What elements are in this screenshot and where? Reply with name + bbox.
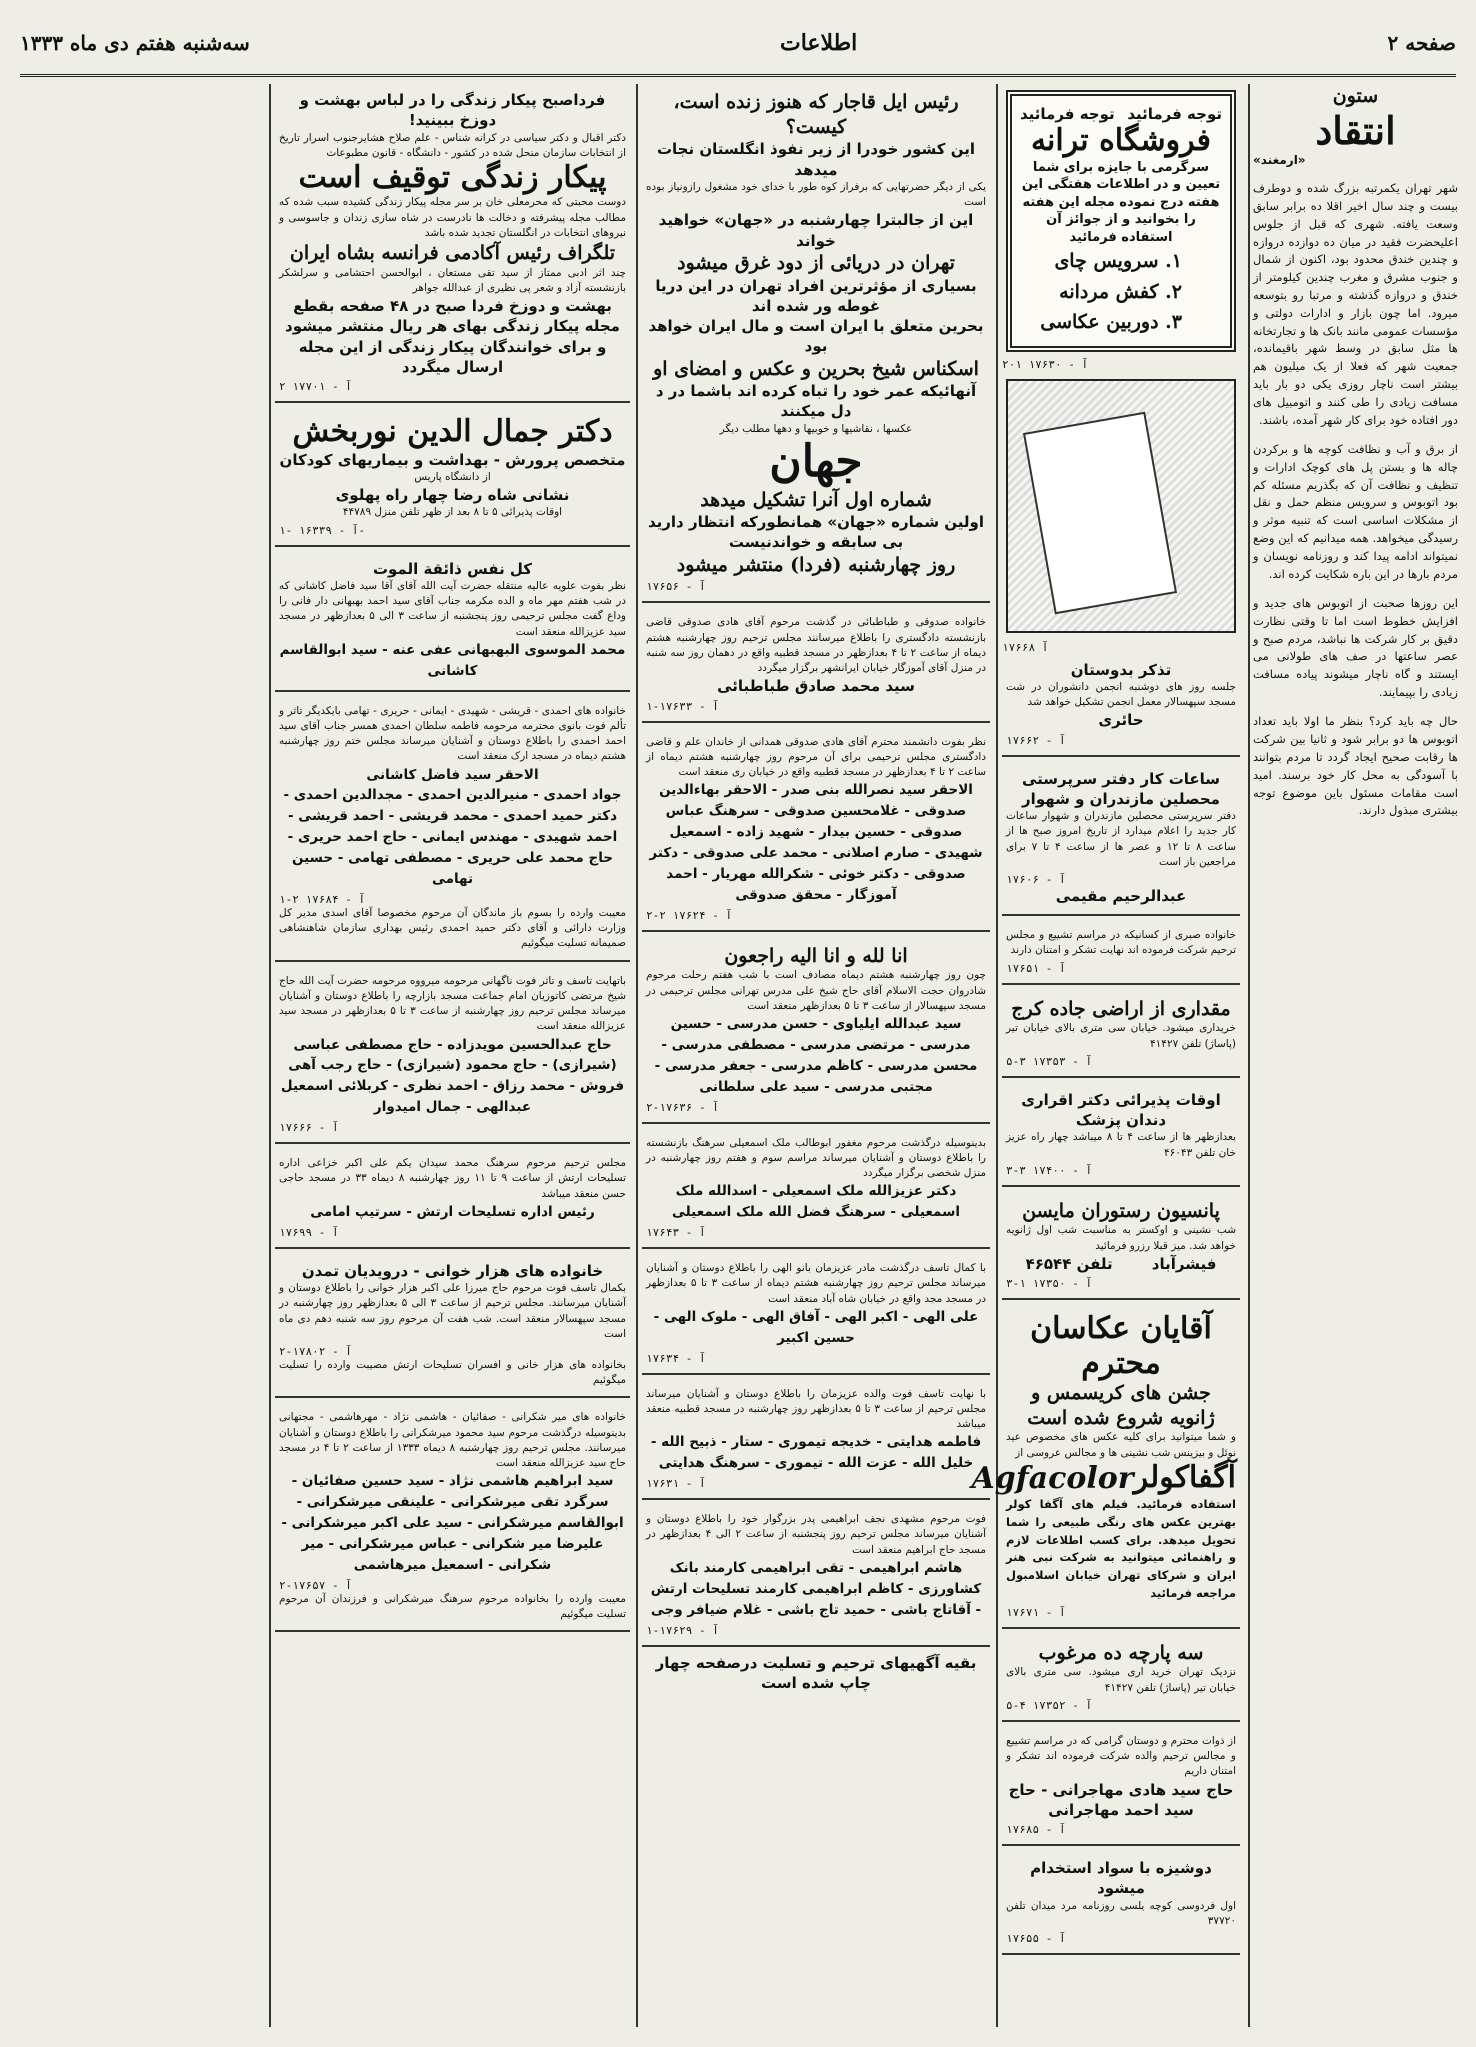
notice-names: سید عبدالله ایلیاوی - حسن مدرسی - حسین مدرسی - مرتضی مدرسی - مصطفی مدرسی - محسن مدرسی - کاظم مدرسی - جعفر مدرسی - مجتبی مدرسی - سید علی سلطانی bbox=[654, 1016, 978, 1095]
notice-block bbox=[1002, 991, 1240, 1078]
notice-block bbox=[275, 1255, 630, 1399]
notice-head: کل نفس ذائقة الموت bbox=[372, 559, 533, 578]
notice-head: سه پارچه ده مرغوب bbox=[1038, 1641, 1204, 1664]
store-title: فروشگاه ترانه bbox=[1030, 123, 1212, 159]
headline: فرداصبح پیکار زندگی را در لباس بهشت و دوزخ ببینید! bbox=[299, 91, 606, 130]
column-critique bbox=[1253, 84, 1458, 2027]
notice-text: خانواده صدوقی و طباطبائی در گذشت مرحوم آقای هادی صدوقی قاضی بازنشسته دادگستری را باطلاع میرسانند مجلس ترحیم روز چهارشنبه هشتم دیماه از ساعت ۲ تا ۴ بعدازظهر در مسجد قطبیه واقع در دهمان روز سه شنبه در منزل آقای آموزگار خیابان ایرانشهر برگزار میگردد bbox=[646, 616, 986, 675]
headline: شماره اول آنرا تشکیل میدهد bbox=[700, 488, 932, 511]
subhead: بحرین متعلق با ایران است و مال ایران خواهد بود bbox=[648, 317, 984, 356]
critique-paragraph: این روزها صحبت از اتوبوس های جدید و افزایش خطوط است اما تا وقتی نظارت دقیق بر کار شرکت ها نباشد، مردم صبح و عصر ساعتها در صف های طولانی می ایستند و گاه ناچار میشوند پیاده مسافت زیادی را بپیمایند. bbox=[1253, 595, 1458, 699]
headline: پیکار زندگی توقیف است bbox=[298, 159, 607, 195]
notice-block bbox=[642, 938, 990, 1124]
doctor-hours: اوقات پذیرائی ۵ تا ۸ بعد از ظهر تلفن منزل ۴۴۷۸۹ bbox=[342, 506, 563, 519]
notice-name: حائری bbox=[1098, 711, 1144, 730]
notice-text: معیبت وارده را بخانواده مرحوم سرهنگ میرشکرانی و فرزندان آن مرحوم تسلیت میگوئیم bbox=[279, 1592, 626, 1621]
notice-block bbox=[642, 1381, 990, 1501]
store-kicker: توجه فرمائید bbox=[1127, 105, 1222, 123]
illustration bbox=[1006, 379, 1236, 633]
notice-names: هاشم ابراهیمی - تقی ابراهیمی کارمند بانک کشاورزی - کاظم ابراهیمی کارمند تسلیحات ارتش - آقاتاج باشی - حمید تاج باشی - غلام ضیافر وجی bbox=[650, 1559, 982, 1618]
ad-code: آ - ۱۷۶۵۵ bbox=[1006, 1932, 1066, 1945]
ad-code: آ - ۱۷۷۰۱ ۲ bbox=[279, 380, 352, 394]
column-rule bbox=[269, 84, 271, 2027]
column-jahan bbox=[642, 84, 990, 2027]
notice-block bbox=[275, 1404, 630, 1632]
headline: اسکناس شیخ بحرین و عکس و امضای او bbox=[653, 357, 979, 380]
column-rule bbox=[1248, 84, 1250, 2027]
notice-name: عبدالرحیم مقیمی bbox=[1055, 886, 1187, 905]
notice-block bbox=[1002, 654, 1240, 757]
doctor-specialty: متخصص پرورش - بهداشت و بیماریهای کودکان bbox=[279, 450, 626, 469]
notice-head: تذکر بدوستان bbox=[1070, 660, 1172, 679]
notice-text: باتهایت تاسف و تاثر فوت ناگهانی مرحومه میرووه مرحومه حضرت آیت الله حاج شیخ مرتضی کاتوزیان امام جماعت مسجد بازارچه را باطلاع دوستان و آشنایان میرساند مجلس ترحیم روز چهارشنبه از ساعت ۳ تا ۵ بعدازظهر در مسجد سید عزیزالله منعقد است bbox=[279, 974, 626, 1033]
notice-block bbox=[642, 729, 990, 932]
column-rule bbox=[996, 84, 998, 2027]
critique-paragraph: از برق و آب و نظافت کوچه ها و برکردن چاله ها و بستن پل های کوچک ادارات و تنظیف و نظافت آن که بگذریم مسئله کم بود اتوبوس و سرویس منظم حمل و نقل از مشکلات اساسی است که تنبیه موثر و رسیدگی میخواهد. همه میدانیم که این وضع نمیتواند ادامه پیدا کند و روزنامه نویسان و مردم بارها در این باره شکایت کرده اند. bbox=[1253, 441, 1458, 581]
notice-names: حاج عبدالحسین مویدزاده - حاج مصطفی عباسی (شیرازی) - حاج محمود (شیرازی) - حاج رجب آهی فروش - محمد رزاق - احمد نظری - کربلائی اسمعیل عبدالهی - جمال امیدوار bbox=[280, 1036, 625, 1116]
notice-text: خانواده صبری از کسانیکه در مراسم تشییع و مجلس ترحیم شرکت فرموده اند نهایت تشکر و امتنان دارند bbox=[1006, 929, 1236, 957]
notice-text: بخانواده های هزار خانی و افسران تسلیحات ارتش مصیبت وارده را تسلیت میگوئیم bbox=[279, 1358, 626, 1387]
ad-code: آ - ۱۷۶۲۹-۱ bbox=[646, 1623, 719, 1637]
subhead: بهشت و دوزخ فردا صبح در ۴۸ صفحه بقطع مجله پیکار زندگی بهای هر ریال منتشر میشود و برای خوانندگان پیکار زندگی از این مجله ارسال میگردد bbox=[285, 297, 620, 376]
notice-block bbox=[1002, 1193, 1240, 1300]
subhead: بسیاری از مؤثرترین افراد تهران در این دریا غوطه ور شده اند bbox=[655, 276, 977, 315]
text: یکی از دیگر حضرتهایی که برفراز کوه طور با خدای خود مشغول رازونیاز بوده است bbox=[646, 180, 986, 209]
notice-text: بکمال تاسف فوت مرحوم حاج میرزا علی اکبر هزار خوانی را باطلاع دوستان و آشنایان میرسانند. مجلس ترحیم از ساعت ۳ الی ۵ بعدازظهر روز چهارشنبه در مسجد سپهسالار منعقد است. شب هفت آن مرحوم روز سه شنبه دهم دی ماه است bbox=[279, 1282, 627, 1340]
headline: روز چهارشنبه (فردا) منتشر میشود bbox=[676, 553, 956, 576]
text: چند اثر ادبی ممتاز از سید تقی مستعان ، ابوالحسن احتشامی و سرلشکر بازنشسته آزاد و شعر پی نظیری از عبدالله جواهر bbox=[279, 266, 626, 294]
notice-head: دوشیزه با سواد استخدام میشود bbox=[1030, 1859, 1212, 1898]
column-ads bbox=[971, 84, 1240, 2027]
notice-block bbox=[1002, 1635, 1240, 1722]
ad-code: آ - ۱۷۶۳۱ bbox=[646, 1477, 706, 1491]
paper-name: اطلاعات bbox=[779, 30, 858, 56]
ad-code: آ - ۱۷۳۵۰ ۱-۳ bbox=[1006, 1277, 1093, 1291]
text: دوست محبتی که محرمعلی خان بر سر مجله پیکار زندگی کشیده سبب شده که مطالب مجله پیشرفته و دخالت ها نادرست در شاه سازی زندان و جاسوسی و نیروهای انتخابات در انگلستان تجدید شده باشد bbox=[279, 196, 626, 239]
ad-code: آ - ۱۷۴۰۰ ۳-۳ bbox=[1006, 1163, 1093, 1177]
doctor-school: از دانشگاه پاریس bbox=[414, 470, 491, 483]
critique-title-small: ستون bbox=[1332, 85, 1379, 107]
column-notices bbox=[275, 84, 630, 2027]
critique-paragraph: شهر تهران یکمرتبه بزرگ شده و دوطرف بیست و چند سال اخیر اقلا ده برابر سابق وسعت یافته. شهری که قبل از جلوس اعلیحضرت فقید در میان ده دوازده دروازه و چندین خندق محدود بود، اکنون از شمال و جنوب مشرق و مغرب چندین کیلومتر از خندق و دروازه گذشته و مرتبا رو بتوسعه میرود. اما چون بازار و ادارات دولتی و مؤسسات عمومی مانند بانک ها و تجارتخانه ها مثل سابق در وسط شهر باقیمانده، جمعیت شهر که فعلا از یک میلیون هم بیشتر است ناچار روزی یکی دو بار باید مسافت زیادی را طی کنند و اتومبیل های دور افتاده خود برای کار شهر آمده، باشند. bbox=[1253, 181, 1458, 427]
notice-place: فیشرآباد bbox=[1151, 1254, 1217, 1273]
notice-block bbox=[1002, 1852, 1240, 1955]
notice-block bbox=[1002, 922, 1240, 984]
ad-code: آ - ۱۷۶۵۱ bbox=[1006, 961, 1066, 975]
photo-text: و شما میتوانید برای کلیه عکس های مخصوص عید نوئل و بیزینس شب نشینی ها و مجالس عروسی از bbox=[1006, 1431, 1236, 1459]
notice-name: حاج سید هادی مهاجرانی - حاج سید احمد مهاجرانی bbox=[1008, 1780, 1234, 1819]
notice-block bbox=[1002, 763, 1240, 917]
notice-head: خانواده های هزار خوانی - درویدیان تمدن bbox=[301, 1261, 604, 1280]
notice-names: دکتر عزیزالله ملک اسمعیلی - اسدالله ملک اسمعیلی - سرهنگ فضل الله ملک اسمعیلی bbox=[672, 1183, 960, 1221]
photo-ad bbox=[971, 1306, 1240, 1629]
notice-head: مقداری از اراضی جاده کرج bbox=[1011, 997, 1231, 1020]
doctor-address: نشانی شاه رضا چهار راه پهلوی bbox=[335, 486, 570, 505]
notice-block bbox=[275, 968, 630, 1145]
column-rule bbox=[636, 84, 638, 2027]
photo-head: آقایان عکاسان محترم bbox=[1030, 1311, 1212, 1381]
ad-code: آ - ۱۷۶۷۱ bbox=[1006, 1605, 1066, 1619]
notice-names: الاحقر سید فاضل کاشانی bbox=[366, 766, 539, 783]
notice-text: نظر بفوت علویه عالیه منتقله حضرت آیت الله آقای آقا سید فاضل کاشانی که در شب هفتم مهر ماه و الده مکرمه جناب آقای سید احمد بهبهانی دار فانی را وداع گفت مجلس ترحیمی روز پنجشنبه از ساعت ۳ الی ۵ بعدازظهر در مسجد سید عزیزالله منعقد است bbox=[279, 579, 626, 638]
photo-sub: جشن های کریسمس و ژانویه شروع شده است bbox=[1027, 1382, 1215, 1429]
notice-text: جلسه روز های دوشنبه انجمن دانشوران در شت مسجد سپهسالار معمل انجمن تشکیل خواهد شد bbox=[1006, 680, 1236, 709]
ad-code: آ - ۱۷۳۵۲ ۴-۵ bbox=[1006, 1698, 1093, 1712]
store-kicker: توجه فرمائید bbox=[1020, 105, 1115, 123]
critique-paragraph: حال چه باید کرد؟ بنظر ما اولا باید تعداد اتوبوس ها دو برابر شود و ثانیا بین شرکت ها رقابت صحیح ایجاد گردد تا مردم بتوانند با آسودگی به محل کار خود برسند. امید است مقامات مسئول باین موضوع توجه بیشتری مبذول دارند. bbox=[1253, 714, 1458, 818]
notice-names: جواد احمدی - منیرالدین احمدی - مجدالدین احمدی - دکتر حمید احمدی - محمد قریشی - احمد قریشی - احمد شهیدی - مهندس ایمانی - حاج احمد حریری - حاج محمد علی حریری - مصطفی تهامی - حسین تهامی bbox=[283, 787, 622, 888]
footer-note: بقیه آگهیهای ترحیم و تسلیت درصفحه چهار چاپ شده است bbox=[655, 1653, 977, 1692]
notice-head: اوقات پذیرائی دکتر اقراری دندان پزشک bbox=[1021, 1090, 1221, 1130]
notice-block bbox=[642, 1130, 990, 1250]
notice-phone: تلفن ۴۶۵۴۴ bbox=[1025, 1254, 1113, 1273]
notice-text: از ذوات محترم و دوستان گرامی که در مراسم تشییع و مجالس ترحیم والده شرکت فرموده اند تشکر و امتنان داریم bbox=[1006, 1734, 1236, 1778]
critique-byline: «ارمغند» bbox=[1253, 153, 1306, 168]
notice-names: محمد الموسوی البهبهانی عفی عنه - سید ابوالقاسم کاشانی bbox=[279, 641, 626, 679]
jahan-ad bbox=[642, 84, 990, 603]
notice-text: خانواده های احمدی - قریشی - شهیدی - ایمانی - حریری - تهامی بایکدیگر تاثر و تألم فوت بانوی محترمه مرحومه فاطمه سلطان احمدی همسر جناب آقای سید احمد احمدی را باطلاع دوستان و آشنایان میرساند مجلس ختم روز چهارشنبه هشتم دیماه در مسجد ارک منعقد است bbox=[279, 704, 626, 763]
ad-code: آ - ۱۷۶۰۶ bbox=[1006, 872, 1066, 886]
notice-names: رئیس اداره تسلیحات ارتش - سرتیپ امامی bbox=[310, 1203, 595, 1220]
page-number: صفحه ۲ bbox=[1387, 31, 1456, 55]
notice-block bbox=[642, 609, 990, 722]
prize-list bbox=[1020, 246, 1222, 337]
subhead: اولین شماره «جهان» همانطورکه انتظار دارید بی سابقه و خواندنیست bbox=[647, 513, 985, 552]
ad-code: آ - ۱۷۶۶۶ bbox=[279, 1121, 339, 1135]
notice-text: خریداری میشود. خیابان سی متری بالای خیابان تیر (پاساژ) تلفن ۴۱۴۲۷ bbox=[1006, 1022, 1236, 1050]
ad-code: آ - ۱۷۶۳۰ ۲۰۱ bbox=[1002, 357, 1089, 371]
notice-name: سید محمد صادق طباطبائی bbox=[717, 677, 915, 696]
notice-text: اول فردوسی کوچه یلسی روزنامه مرد میدان تلفن ۳۷۷۲۰ bbox=[1006, 1899, 1236, 1927]
headline: رئیس ایل قاجار که هنوز زنده است، کیست؟ bbox=[673, 91, 959, 138]
critique-title: انتقاد bbox=[1315, 107, 1396, 153]
notice-text: با نهایت تاسف فوت والده عزیزمان را باطلاع دوستان و آشنایان میرساند مجلس ترحیم از ساعت ۳ تا ۵ بعدازظهر روز چهارشنبه در مسجد قطبیه منعقد میباشد bbox=[646, 1387, 986, 1431]
notice-text: نزدیک تهران خرید اری میشود. سی متری بالای خیابان تیر (پاساژ) تلفن ۴۱۴۲۷ bbox=[1006, 1666, 1236, 1694]
page-header bbox=[20, 12, 1456, 77]
prize-item: ۱. سرویس چای bbox=[1054, 250, 1182, 273]
notice-block bbox=[275, 698, 630, 962]
ad-code: آ - ۱۷۶۵۷-۲ bbox=[279, 1578, 352, 1592]
notice-text: مجلس ترحیم مرحوم سرهنگ محمد سیدان یکم علی اکبر خزاعی اداره تسلیحات ارتش از ساعت ۹ تا ۱۱ روز چهارشنبه ۸ دیماه ۳۳ در مسجد حاجی حسن منعقد میباشد bbox=[279, 1157, 627, 1200]
ad-code: آ - ۱۷۶۸۵ bbox=[1006, 1823, 1066, 1837]
ad-code: آ - ۱۷۶۳۶-۲ bbox=[646, 1100, 719, 1114]
ad-code: آ - ۱۷۶۴۳ bbox=[646, 1226, 706, 1240]
notice-text: معیبت وارده را بسوم باز ماندگان آن مرحوم مخصوصا آقای اسدی مدیر کل وزارت دارائی و آقای دکتر حمید احمدی رئیس بهداری سازمان شاهنشاهی صمیمانه تسلیت میگوئیم bbox=[279, 907, 626, 950]
notice-text: بعدازظهر ها از ساعت ۴ تا ۸ میباشد چهار راه عزیز خان تلفن ۴۶۰۴۳ bbox=[1006, 1131, 1237, 1159]
headline: تلگراف رئیس آکادمی فرانسه بشاه ایران bbox=[289, 242, 616, 265]
notice-head: پانسیون رستوران مایسن bbox=[1022, 1199, 1220, 1222]
notice-names: علی الهی - اکبر الهی - آفاق الهی - ملوک الهی - حسین اکبیر bbox=[653, 1308, 979, 1346]
ad-code: آ - ۱۷۶۸۴ ۲-۱ bbox=[279, 893, 366, 907]
ad-code: آ - ۱۷۶۳۳-۱ bbox=[646, 699, 719, 713]
ad-code: آ - ۱۷۶۳۴ bbox=[646, 1351, 706, 1365]
ad-code: آ - ۱۷۶۶۲ bbox=[1006, 733, 1066, 747]
notice-block bbox=[1002, 1728, 1240, 1846]
notice-text: نظر بفوت دانشمند محترم آقای هادی صدوقی همدانی از خاندان علم و قاضی دادگستری مجلس ترحیمی برای آن مرحوم روز چهارشنبه هشتم دیماه از ساعت ۲ تا ۴ بعدازظهر در مسجد قطبیه واقع در خیابان ری منعقد است bbox=[646, 735, 986, 778]
prize-item: ۲. کفش مردانه bbox=[1059, 280, 1182, 303]
subhead: این کشور خودرا از زیر نفوذ انگلستان نجات میدهد bbox=[656, 140, 976, 179]
notice-text: بدینوسیله درگذشت مرحوم مغفور ابوطالب ملک اسمعیلی سرهنگ بازنشسته را باطلاع دوستان و آشنایان میرساند مراسم سوم و هفتم روز چهارشنبه در منزل شخصی برگزار میگردد bbox=[646, 1136, 986, 1180]
ad-code: آ - ۱۷۳۵۳ ۳-۵ bbox=[1006, 1054, 1093, 1068]
notice-names: الاحقر سید نصرالله بنی صدر - الاحقر بهاءالدین صدوقی - غلامحسین صدوقی - سرهنگ عباس صدوقی - حسین بیدار - شهید زاده - اسمعیل شهیدی - صارم اصلانی - محمد علی صدوقی - دکتر صدوقی - دکتر خوئی - شکرالله مهریار - احمد آموزگار - محقق صدوقی bbox=[649, 782, 983, 903]
store-text: سرگرمی با جایزه برای شما تعیین و در اطلاعات هفتگی این هفته درج نموده مجله این هفته را بخوانید و از جوائز آن استفاده فرمائید bbox=[1021, 159, 1221, 245]
notice-text: شب نشینی و اوکستر به مناسبت شب اول ژانویه خواهد شد. میز قبلا رزرو فرمائید bbox=[1006, 1224, 1236, 1252]
issue-date: سه‌شنبه هفتم دی ماه ۱۳۳۳ bbox=[20, 31, 250, 55]
store-ad bbox=[1006, 90, 1236, 352]
magazine-ad bbox=[275, 84, 630, 403]
notice-block bbox=[275, 553, 630, 692]
notice-text: با کمال تاسف درگذشت مادر عزیزمان بانو الهی را باطلاع دوستان و آشنایان میرساند مجلس ترحیم روز چهارشنبه هشتم دیماه از ساعت ۳ تا ۵ بعدازظهر در مسجد مجد واقع در خیابان شاه آباد منعقد است bbox=[646, 1262, 986, 1305]
text: دکتر اقبال و دکتر سیاسی در کرانه شناس - علم صلاح هشایرجنوب اسرار تاریخ از انتخابات سازمان منحل شده در کشور - دانشگاه - قانون مطبوعات bbox=[279, 131, 626, 159]
prize-item: ۳. دوربین عکاسی bbox=[1040, 311, 1182, 334]
notice-names: فاطمه هدایتی - خدیجه تیموری - ستار - ذبیح الله - خلیل الله - عزت الله - تیموری - سرهنگ هدایتی bbox=[650, 1434, 982, 1472]
notice-names: سید ابراهیم هاشمی نژاد - سید حسین صفائیان - سرگرد تقی میرشکرانی - علینقی میرشکرانی - ابوالقاسم میرشکرانی - سید علی اکبر میرشکرانی - علیرضا میر شکرانی - عباس میرشکرانی - میر شکرانی - اسمعیل میرهاشمی bbox=[281, 1473, 624, 1573]
headline: تهران در دریائی از دود غرق میشود bbox=[677, 251, 955, 274]
subhead: این از جالبترا چهارشنبه در «جهان» خواهید خواند bbox=[658, 211, 974, 250]
ad-code: آ - ۱۷۶۵۶ bbox=[646, 580, 706, 594]
notice-text: فوت مرحوم مشهدی نجف ابراهیمی پدر بزرگوار خود را باطلاع دوستان و آشنایان میرساند مجلس ترحیم روز پنجشنبه از ساعت ۲ الی ۴ بعدازظهر در مسجد حاج ابراهیم منعقد است bbox=[646, 1513, 986, 1556]
notice-block bbox=[1002, 1084, 1240, 1187]
notice-head: ساعات کار دفتر سرپرستی محصلین مازندران و شهوار bbox=[1021, 769, 1221, 808]
doctor-ad bbox=[275, 409, 630, 546]
jahan-logo: جهان bbox=[769, 435, 863, 487]
illustration-paper bbox=[1023, 411, 1177, 614]
ad-code: آ - ۱۷۸۰۲-۲ bbox=[279, 1344, 352, 1358]
notice-block bbox=[642, 1255, 990, 1375]
notice-head: انا لله و انا الیه راجعون bbox=[724, 944, 908, 967]
ad-code: آ - ۱۶۳۳۹ -۱- bbox=[279, 523, 366, 537]
notice-text: خانواده های میر شکرانی - صفائیان - هاشمی نژاد - مهرهاشمی - مجتهانی بدینوسیله درگذشت مرحوم سید محمود میرشکرانی را باطلاع دوستان و آشنایان میرسانند. مجلس ترحیم روز چهارشنبه ۸ دیماه ۱۳۳۳ از ساعت ۲ تا ۴ در مسجد حاج سید عزیزالله منعقد است bbox=[279, 1411, 627, 1470]
notice-text: چون روز چهارشنبه هشتم دیماه مصادف است با شب هفتم رحلت مرحوم شادروان حجت الاسلام آقای حاج شیخ علی مدرس تهرانی مجلس ترحیمی در مسجد سپهسالار از ساعت ۳ تا ۵ بعدازظهر منعقد است bbox=[646, 969, 986, 1012]
ad-code: آ - ۱۷۶۹۹ bbox=[279, 1225, 339, 1239]
agfa-text: استفاده فرمائید. فیلم های آگفا کولر بهترین عکس های رنگی طبیعی را شما تحویل میدهد. برای کسب اطلاعات لازم و راهنمائی میتوانید به شرکت نبی هنر ایران و شرکای تهران خیابان اسلامبول مراجعه فرمائید bbox=[1006, 1496, 1236, 1600]
ad-code: آ - ۱۷۶۲۴ ۲-۲ bbox=[646, 908, 733, 922]
subhead: آنهائیکه عمر خود را تباه کرده اند باشما در د دل میکنند bbox=[655, 382, 977, 421]
agfa-logo: Agfacolor bbox=[971, 1460, 1134, 1496]
notice-block bbox=[642, 1506, 990, 1646]
agfa-name-fa: آگفاکولر bbox=[1133, 1460, 1236, 1496]
ad-code: آ ۱۷۶۶۸ bbox=[1002, 640, 1049, 654]
text: عکسها ، نقاشیها و خوبیها و دهها مطلب دیگر bbox=[719, 422, 913, 435]
doctor-name: دکتر جمال الدین نوربخش bbox=[292, 414, 613, 450]
notice-block bbox=[275, 1150, 630, 1249]
notice-text: دفتر سرپرستی محصلین مازندران و شهوار ساعات کار جدید را اعلام میدارد از تاریخ امروز صبح ها از ساعت ۸ تا ۱۲ و عصر ها از ساعت ۴ تا ۷ برای مراجعین باز است bbox=[1006, 810, 1236, 868]
